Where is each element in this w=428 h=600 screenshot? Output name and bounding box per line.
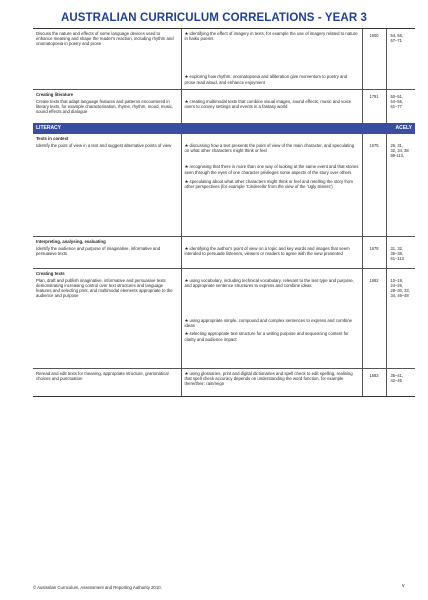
elaborations-cell — [181, 134, 362, 236]
description-text: Plan, draft and publish imaginative, informative and persuasive texts demonstrating increasing control over text structures and language features and selecting print, and multimodal elements appropriate to the audience and purpose — [36, 277, 173, 299]
curriculum-code: 1675 — [362, 134, 386, 236]
page-references — [386, 368, 415, 396]
content-description — [33, 236, 181, 268]
elaborations-cell — [181, 368, 362, 396]
table-row — [33, 268, 415, 368]
elaboration-item: ★ identifying the effect of imagery in texts, for example the use of imagery related to nature in haiku poems — [184, 31, 358, 42]
content-description — [33, 368, 181, 396]
elaborations-cell — [181, 236, 362, 268]
content-description — [33, 29, 181, 89]
curriculum-code: 1600 — [362, 29, 386, 89]
elaboration-item: ★ using appropriate simple, compound and complex sentences to express and combine ideas — [184, 317, 352, 329]
content-description — [33, 134, 181, 236]
page-references-text: 10–19, 24–26, 28–30, 33, 34, 46–48 — [390, 277, 410, 299]
page-references — [386, 89, 415, 123]
description-text: Reread and edit texts for meaning, appropriate structure, grammatical choices and punctuation — [36, 370, 169, 381]
elaboration-item: ★ selecting appropriate text structure for a writing purpose and sequencing content for clarity and audience impact — [184, 331, 349, 342]
table-row — [33, 368, 415, 396]
content-description — [33, 89, 181, 123]
description-text: Identify the audience and purpose of imaginative, informative and persuasive texts — [36, 245, 161, 256]
page-references — [386, 268, 415, 368]
description-text: Create texts that adapt language features and patterns encountered in literary texts, for example characterisation, rhyme, rhythm, mood, music, sound effects and dialogue — [36, 98, 174, 115]
elaborations-cell — [181, 268, 362, 368]
elaboration-item: ★ exploring how rhythm, onomatopoeia and alliteration give momentum to poetry and prose read aloud, and enhance enjoyment — [184, 74, 348, 85]
curriculum-code: 1683 — [362, 368, 386, 396]
elaboration-item: ★ using vocabulary, including technical vocabulary, relevant to the text type and purpose, and appropriate sentence structures to express and combine ideas — [184, 277, 354, 288]
curriculum-code: 1682 — [362, 268, 386, 368]
page-references-text: 35–41, 42–45 — [390, 372, 404, 383]
page-number: v — [402, 583, 405, 589]
curriculum-table-wrapper — [33, 28, 415, 397]
elaboration-item: ★ recognising that there is more than one way of looking at the same event and that stories seen through the eyes of one character privileges some aspects of the story over others — [184, 164, 359, 175]
elaborations-cell — [181, 29, 362, 89]
page-references-text: 50–51, 54–55, 61–77 — [390, 93, 404, 109]
page-references-text: 31, 32, 36–38, 61–113 — [390, 245, 404, 261]
elaboration-item: ★ creating multimodal texts that combine visual images, sound effects, music and voice overs to convey settings and events in a fantasy world — [184, 98, 352, 109]
page-references — [386, 236, 415, 268]
table-row — [33, 29, 415, 89]
table-row — [33, 89, 415, 123]
elaboration-item: ★ speculating about what other characters might think or feel and retelling the story from other perspectives (for example 'Cinderella' from the view of the 'Ugly Sisters') — [184, 178, 353, 190]
content-description — [33, 268, 181, 368]
curriculum-code: 1678 — [362, 236, 386, 268]
row-heading: Creating literature — [36, 91, 74, 97]
page-references — [386, 29, 415, 89]
description-text: Discuss the nature and effects of some language devices used to enhance meaning and shape the reader's reaction, including rhythm and onomatopoeia in poetry and prose — [36, 31, 174, 47]
table-row — [33, 236, 415, 268]
elaboration-item: ★ identifying the author's point of view on a topic and key words and images that seem intended to persuade listeners, viewers or readers to agree with the view presented — [184, 245, 350, 256]
section-code-label: ACELY — [386, 123, 415, 134]
page-references — [386, 134, 415, 236]
elaboration-item: ★ discussing how a text presents the point of view of the main character, and speculating on what other characters might think or feel — [184, 143, 355, 154]
page-title: AUSTRALIAN CURRICULUM CORRELATIONS - YEAR 3 — [60, 12, 368, 24]
elaborations-cell — [181, 89, 362, 123]
curriculum-table — [33, 29, 415, 396]
description-text: Identify the point of view in a text and suggest alternative points of view — [36, 143, 172, 149]
section-label: LITERACY — [33, 123, 386, 134]
row-heading: Creating texts — [36, 270, 65, 276]
copyright-notice: © Australian Curriculum, Assessment and Reporting Authority 2010. — [33, 585, 162, 590]
curriculum-code: 1791 — [362, 89, 386, 123]
row-heading: Texts in context — [36, 136, 69, 141]
elaboration-item: ★ using glossaries, print and digital dictionaries and spell check to edit spelling, realising that spell check accuracy depends on understanding the word function, for example there/their; rain/reign — [184, 370, 353, 386]
table-row — [33, 134, 415, 236]
section-header-literacy — [33, 123, 415, 134]
row-heading: Interpreting, analysing, evaluating — [36, 238, 106, 244]
page-references-text: 54, 55, 67–71 — [390, 33, 404, 44]
page-references-text: 26, 31, 32, 34, 38 99-113, — [390, 143, 409, 159]
